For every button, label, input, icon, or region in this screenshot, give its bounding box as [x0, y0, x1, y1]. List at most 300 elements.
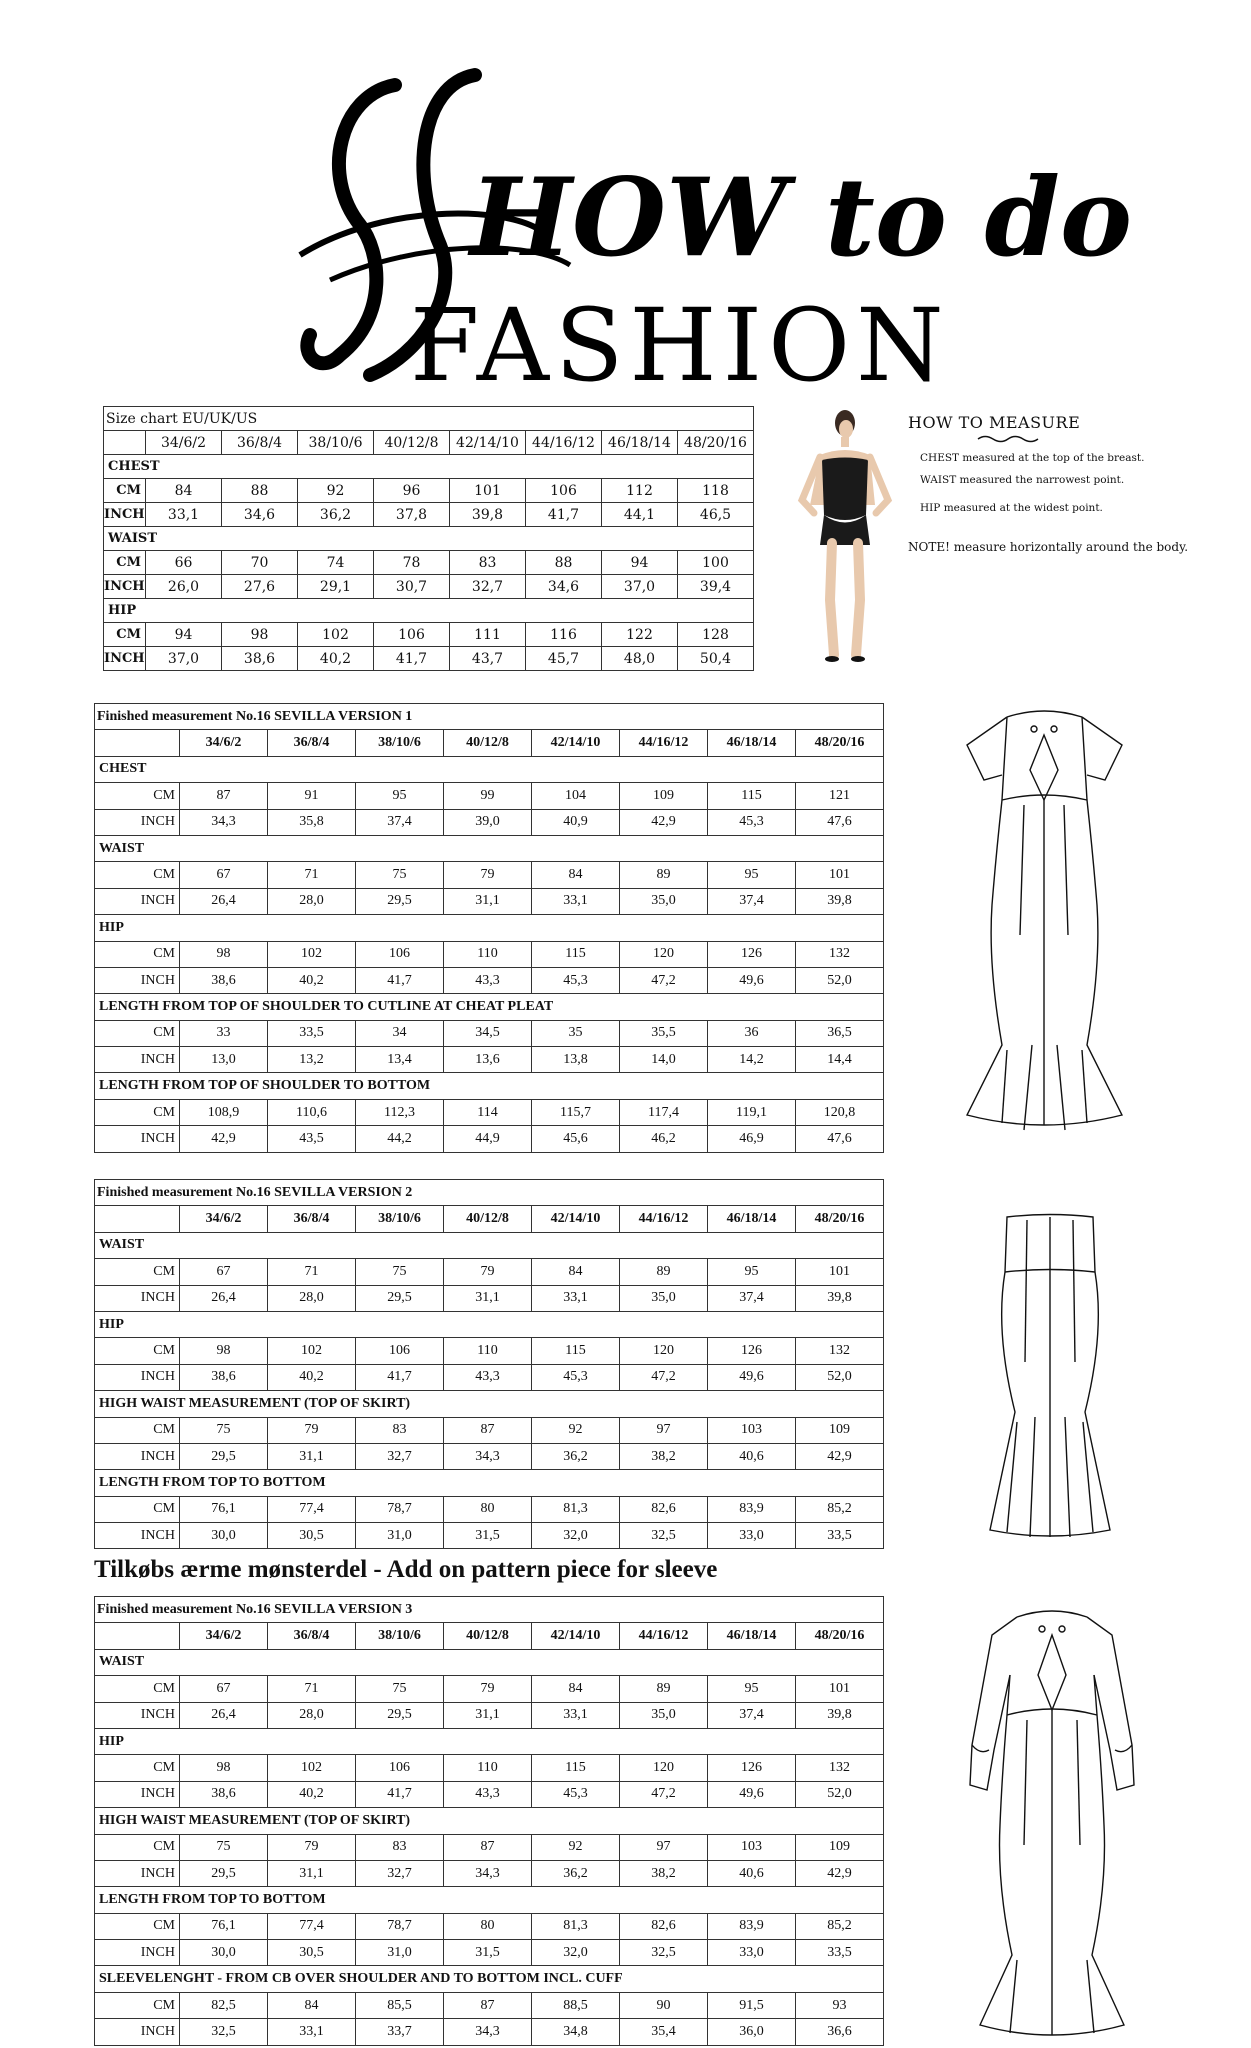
value-cell: 41,7 — [526, 503, 602, 527]
hip-instruction: HIP measured at the widest point. — [920, 502, 1103, 514]
value-cell: 31,1 — [268, 1860, 356, 1886]
size-header: 40/12/8 — [444, 1206, 532, 1232]
value-cell: 87 — [180, 783, 268, 809]
table-row — [104, 551, 754, 575]
finished-table-version-1 — [94, 703, 884, 1153]
value-cell: 71 — [268, 862, 356, 888]
value-cell: 126 — [708, 1338, 796, 1364]
value-cell: 47,6 — [796, 1126, 884, 1152]
size-header: 44/16/12 — [620, 1206, 708, 1232]
value-cell: 31,1 — [444, 1702, 532, 1728]
value-cell: 102 — [268, 941, 356, 967]
value-cell: 30,5 — [268, 1523, 356, 1549]
value-cell: 80 — [444, 1913, 532, 1939]
value-cell: 44,2 — [356, 1126, 444, 1152]
value-cell: 75 — [356, 1259, 444, 1285]
value-cell: 41,7 — [356, 967, 444, 993]
unit-label: CM — [95, 862, 180, 888]
value-cell: 115 — [532, 941, 620, 967]
value-cell: 39,4 — [678, 575, 754, 599]
brand-logo — [300, 55, 1133, 404]
table-row — [104, 479, 754, 503]
finished-table-version-2 — [94, 1179, 884, 1549]
value-cell: 88 — [222, 479, 298, 503]
value-cell: 39,8 — [796, 1702, 884, 1728]
value-cell: 106 — [356, 1338, 444, 1364]
value-cell: 47,2 — [620, 1364, 708, 1390]
value-cell: 29,5 — [180, 1860, 268, 1886]
value-cell: 110 — [444, 1338, 532, 1364]
table-row — [95, 1860, 884, 1886]
table-row — [95, 1259, 884, 1285]
value-cell: 67 — [180, 1676, 268, 1702]
value-cell: 34,3 — [180, 809, 268, 835]
value-cell: 102 — [268, 1338, 356, 1364]
value-cell: 126 — [708, 941, 796, 967]
value-cell: 34,6 — [526, 575, 602, 599]
value-cell: 38,6 — [180, 967, 268, 993]
value-cell: 40,6 — [708, 1860, 796, 1886]
value-cell: 33,1 — [268, 2019, 356, 2045]
value-cell: 37,0 — [602, 575, 678, 599]
value-cell: 28,0 — [268, 1285, 356, 1311]
value-cell: 14,4 — [796, 1047, 884, 1073]
value-cell: 52,0 — [796, 967, 884, 993]
value-cell: 128 — [678, 623, 754, 647]
value-cell: 31,0 — [356, 1523, 444, 1549]
size-header: 34/6/2 — [180, 730, 268, 756]
value-cell: 110,6 — [268, 1099, 356, 1125]
group-label: LENGTH FROM TOP OF SHOULDER TO BOTTOM — [95, 1073, 884, 1099]
value-cell: 71 — [268, 1676, 356, 1702]
value-cell: 29,5 — [180, 1443, 268, 1469]
size-header: 38/10/6 — [356, 730, 444, 756]
value-cell: 13,6 — [444, 1047, 532, 1073]
value-cell: 109 — [620, 783, 708, 809]
value-cell: 45,3 — [532, 967, 620, 993]
value-cell: 89 — [620, 1259, 708, 1285]
value-cell: 84 — [146, 479, 222, 503]
unit-label: INCH — [95, 1523, 180, 1549]
value-cell: 75 — [356, 1676, 444, 1702]
unit-label: INCH — [95, 1285, 180, 1311]
table-row — [104, 575, 754, 599]
unit-label: CM — [95, 1913, 180, 1939]
value-cell: 79 — [268, 1417, 356, 1443]
table-title: Finished measurement No.16 SEVILLA VERSION 1 — [95, 704, 884, 730]
value-cell: 43,3 — [444, 1364, 532, 1390]
value-cell: 82,6 — [620, 1913, 708, 1939]
value-cell: 83 — [356, 1834, 444, 1860]
table-row — [95, 1781, 884, 1807]
value-cell: 33,5 — [268, 1020, 356, 1046]
size-header-row — [95, 730, 884, 756]
group-label: LENGTH FROM TOP TO BOTTOM — [95, 1887, 884, 1913]
measure-note: NOTE! measure horizontally around the body. — [908, 540, 1189, 554]
size-header: 46/18/14 — [602, 431, 678, 455]
table-title-row — [95, 704, 884, 730]
value-cell: 82,6 — [620, 1496, 708, 1522]
value-cell: 13,8 — [532, 1047, 620, 1073]
table-row — [95, 1940, 884, 1966]
group-label: WAIST — [95, 1649, 884, 1675]
size-header: 34/6/2 — [146, 431, 222, 455]
value-cell: 34,3 — [444, 1443, 532, 1469]
table-row — [95, 1047, 884, 1073]
value-cell: 33 — [180, 1020, 268, 1046]
value-cell: 40,2 — [268, 1781, 356, 1807]
value-cell: 29,5 — [356, 888, 444, 914]
value-cell: 75 — [180, 1417, 268, 1443]
value-cell: 45,3 — [708, 809, 796, 835]
value-cell: 40,2 — [268, 967, 356, 993]
value-cell: 41,7 — [374, 647, 450, 671]
value-cell: 77,4 — [268, 1913, 356, 1939]
value-cell: 95 — [708, 1259, 796, 1285]
value-cell: 78,7 — [356, 1496, 444, 1522]
value-cell: 94 — [146, 623, 222, 647]
unit-label: INCH — [95, 1443, 180, 1469]
size-header: 42/14/10 — [532, 730, 620, 756]
dress-version-3-sketch — [962, 1605, 1142, 2040]
value-cell: 38,6 — [180, 1364, 268, 1390]
value-cell: 99 — [444, 783, 532, 809]
value-cell: 38,2 — [620, 1443, 708, 1469]
value-cell: 112 — [602, 479, 678, 503]
value-cell: 85,2 — [796, 1496, 884, 1522]
value-cell: 45,3 — [532, 1781, 620, 1807]
table-row — [95, 1126, 884, 1152]
unit-label: INCH — [95, 888, 180, 914]
table-row — [95, 1496, 884, 1522]
size-header-row — [95, 1623, 884, 1649]
value-cell: 43,5 — [268, 1126, 356, 1152]
value-cell: 37,4 — [708, 1702, 796, 1728]
value-cell: 41,7 — [356, 1364, 444, 1390]
value-cell: 33,1 — [146, 503, 222, 527]
value-cell: 26,0 — [146, 575, 222, 599]
group-label-row — [95, 1232, 884, 1258]
value-cell: 35,0 — [620, 1285, 708, 1311]
size-header: 44/16/12 — [620, 1623, 708, 1649]
value-cell: 46,9 — [708, 1126, 796, 1152]
table-row — [95, 1364, 884, 1390]
value-cell: 95 — [708, 1676, 796, 1702]
value-cell: 92 — [532, 1417, 620, 1443]
unit-label: INCH — [95, 1781, 180, 1807]
value-cell: 92 — [298, 479, 374, 503]
unit-label: INCH — [95, 967, 180, 993]
value-cell: 30,0 — [180, 1940, 268, 1966]
value-cell: 29,5 — [356, 1285, 444, 1311]
group-label-row — [95, 835, 884, 861]
value-cell: 36,5 — [796, 1020, 884, 1046]
unit-label: INCH — [95, 1047, 180, 1073]
value-cell: 36,2 — [532, 1860, 620, 1886]
value-cell: 121 — [796, 783, 884, 809]
group-label-row — [95, 915, 884, 941]
size-header: 34/6/2 — [180, 1623, 268, 1649]
table-row — [95, 888, 884, 914]
value-cell: 39,8 — [450, 503, 526, 527]
size-header: 48/20/16 — [796, 1623, 884, 1649]
value-cell: 122 — [602, 623, 678, 647]
value-cell: 75 — [180, 1834, 268, 1860]
value-cell: 115 — [708, 783, 796, 809]
size-header: 38/10/6 — [356, 1623, 444, 1649]
size-header-row — [95, 1206, 884, 1232]
value-cell: 120 — [620, 941, 708, 967]
group-label-row — [95, 994, 884, 1020]
unit-label: CM — [95, 1496, 180, 1522]
table-row — [104, 623, 754, 647]
value-cell: 97 — [620, 1834, 708, 1860]
size-header: 36/8/4 — [268, 730, 356, 756]
size-header: 46/18/14 — [708, 730, 796, 756]
unit-label: INCH — [104, 647, 146, 671]
value-cell: 106 — [356, 941, 444, 967]
model-figure — [790, 405, 900, 665]
group-label-row — [95, 1966, 884, 1992]
group-label-row — [104, 455, 754, 479]
value-cell: 45,3 — [532, 1364, 620, 1390]
value-cell: 81,3 — [532, 1913, 620, 1939]
value-cell: 32,0 — [532, 1523, 620, 1549]
table-title: Finished measurement No.16 SEVILLA VERSION 3 — [95, 1597, 884, 1623]
value-cell: 78 — [374, 551, 450, 575]
header-blank-cell — [95, 1623, 180, 1649]
value-cell: 37,4 — [708, 888, 796, 914]
unit-label: CM — [95, 1259, 180, 1285]
unit-label: CM — [95, 1992, 180, 2018]
value-cell: 93 — [796, 1992, 884, 2018]
value-cell: 14,2 — [708, 1047, 796, 1073]
how-to-measure-panel — [908, 413, 1238, 555]
table-row — [95, 1338, 884, 1364]
unit-label: CM — [104, 479, 146, 503]
value-cell: 37,4 — [708, 1285, 796, 1311]
value-cell: 36,6 — [796, 2019, 884, 2045]
value-cell: 114 — [444, 1099, 532, 1125]
table-row — [95, 1676, 884, 1702]
group-label: LENGTH FROM TOP TO BOTTOM — [95, 1470, 884, 1496]
value-cell: 52,0 — [796, 1781, 884, 1807]
value-cell: 33,1 — [532, 888, 620, 914]
group-label-row — [95, 756, 884, 782]
value-cell: 109 — [796, 1417, 884, 1443]
value-cell: 84 — [532, 1259, 620, 1285]
group-label: WAIST — [95, 1232, 884, 1258]
unit-label: CM — [95, 783, 180, 809]
value-cell: 103 — [708, 1834, 796, 1860]
value-cell: 91 — [268, 783, 356, 809]
value-cell: 91,5 — [708, 1992, 796, 2018]
value-cell: 77,4 — [268, 1496, 356, 1522]
value-cell: 35,0 — [620, 1702, 708, 1728]
table-row — [95, 783, 884, 809]
value-cell: 119,1 — [708, 1099, 796, 1125]
value-cell: 132 — [796, 941, 884, 967]
value-cell: 52,0 — [796, 1364, 884, 1390]
finished-table-version-3 — [94, 1596, 884, 2046]
value-cell: 36,0 — [708, 2019, 796, 2045]
value-cell: 94 — [602, 551, 678, 575]
value-cell: 74 — [298, 551, 374, 575]
value-cell: 35,5 — [620, 1020, 708, 1046]
size-header-row — [104, 431, 754, 455]
value-cell: 101 — [796, 1676, 884, 1702]
value-cell: 96 — [374, 479, 450, 503]
value-cell: 38,2 — [620, 1860, 708, 1886]
value-cell: 31,1 — [444, 1285, 532, 1311]
logo-line2: FASHION — [410, 287, 950, 404]
table-row — [95, 1702, 884, 1728]
value-cell: 47,2 — [620, 1781, 708, 1807]
value-cell: 95 — [356, 783, 444, 809]
value-cell: 85,5 — [356, 1992, 444, 2018]
value-cell: 32,5 — [180, 2019, 268, 2045]
value-cell: 50,4 — [678, 647, 754, 671]
size-header: 38/10/6 — [298, 431, 374, 455]
table-row — [95, 862, 884, 888]
size-header: 46/18/14 — [708, 1206, 796, 1232]
value-cell: 81,3 — [532, 1496, 620, 1522]
value-cell: 76,1 — [180, 1496, 268, 1522]
value-cell: 30,5 — [268, 1940, 356, 1966]
value-cell: 84 — [532, 1676, 620, 1702]
value-cell: 42,9 — [796, 1443, 884, 1469]
value-cell: 33,7 — [356, 2019, 444, 2045]
size-header: 38/10/6 — [356, 1206, 444, 1232]
value-cell: 79 — [268, 1834, 356, 1860]
value-cell: 85,2 — [796, 1913, 884, 1939]
value-cell: 110 — [444, 941, 532, 967]
value-cell: 90 — [620, 1992, 708, 2018]
value-cell: 78,7 — [356, 1913, 444, 1939]
group-label-row — [104, 527, 754, 551]
value-cell: 32,7 — [356, 1860, 444, 1886]
table-row — [95, 1913, 884, 1939]
size-chart-table — [103, 406, 754, 671]
size-header: 34/6/2 — [180, 1206, 268, 1232]
wave-decoration — [978, 434, 1038, 442]
value-cell: 46,2 — [620, 1126, 708, 1152]
table-row — [95, 967, 884, 993]
value-cell: 34,3 — [444, 1860, 532, 1886]
group-label-row — [95, 1728, 884, 1754]
header-blank-cell — [95, 1206, 180, 1232]
value-cell: 115,7 — [532, 1099, 620, 1125]
value-cell: 39,8 — [796, 888, 884, 914]
group-label: WAIST — [104, 527, 754, 551]
value-cell: 31,1 — [268, 1443, 356, 1469]
value-cell: 42,9 — [620, 809, 708, 835]
size-header: 44/16/12 — [620, 730, 708, 756]
value-cell: 37,0 — [146, 647, 222, 671]
value-cell: 32,5 — [620, 1940, 708, 1966]
value-cell: 43,3 — [444, 967, 532, 993]
table-title: Finished measurement No.16 SEVILLA VERSION 2 — [95, 1180, 884, 1206]
value-cell: 83,9 — [708, 1496, 796, 1522]
group-label: CHEST — [95, 756, 884, 782]
table-row — [95, 1834, 884, 1860]
value-cell: 35,4 — [620, 2019, 708, 2045]
group-label-row — [95, 1887, 884, 1913]
size-header: 48/20/16 — [796, 730, 884, 756]
value-cell: 33,0 — [708, 1523, 796, 1549]
table-row — [104, 647, 754, 671]
value-cell: 37,4 — [356, 809, 444, 835]
unit-label: INCH — [95, 1126, 180, 1152]
value-cell: 32,0 — [532, 1940, 620, 1966]
size-header: 36/8/4 — [268, 1206, 356, 1232]
unit-label: INCH — [95, 2019, 180, 2045]
value-cell: 102 — [298, 623, 374, 647]
value-cell: 26,4 — [180, 1702, 268, 1728]
value-cell: 29,5 — [356, 1702, 444, 1728]
value-cell: 79 — [444, 1259, 532, 1285]
value-cell: 34,6 — [222, 503, 298, 527]
group-label: SLEEVELENGHT - FROM CB OVER SHOULDER AND TO BOTTOM INCL. CUFF — [95, 1966, 884, 1992]
size-header: 42/14/10 — [532, 1206, 620, 1232]
value-cell: 33,5 — [796, 1523, 884, 1549]
group-label: HIP — [104, 599, 754, 623]
size-header: 36/8/4 — [222, 431, 298, 455]
value-cell: 112,3 — [356, 1099, 444, 1125]
how-to-measure-title: HOW TO MEASURE — [908, 413, 1081, 432]
table-row — [104, 503, 754, 527]
value-cell: 38,6 — [222, 647, 298, 671]
table-title-row — [95, 1180, 884, 1206]
header-blank-cell — [95, 730, 180, 756]
value-cell: 106 — [526, 479, 602, 503]
value-cell: 31,1 — [444, 888, 532, 914]
group-label-row — [95, 1073, 884, 1099]
table-title-row — [95, 1597, 884, 1623]
value-cell: 87 — [444, 1417, 532, 1443]
size-header: 40/12/8 — [444, 730, 532, 756]
value-cell: 31,5 — [444, 1940, 532, 1966]
value-cell: 118 — [678, 479, 754, 503]
value-cell: 115 — [532, 1755, 620, 1781]
value-cell: 43,3 — [444, 1781, 532, 1807]
value-cell: 31,5 — [444, 1523, 532, 1549]
value-cell: 34,3 — [444, 2019, 532, 2045]
value-cell: 106 — [356, 1755, 444, 1781]
value-cell: 132 — [796, 1338, 884, 1364]
table-row — [95, 1755, 884, 1781]
size-header: 44/16/12 — [526, 431, 602, 455]
value-cell: 101 — [796, 862, 884, 888]
value-cell: 13,4 — [356, 1047, 444, 1073]
value-cell: 116 — [526, 623, 602, 647]
value-cell: 40,2 — [298, 647, 374, 671]
value-cell: 111 — [450, 623, 526, 647]
value-cell: 79 — [444, 1676, 532, 1702]
value-cell: 88 — [526, 551, 602, 575]
value-cell: 83 — [356, 1417, 444, 1443]
chest-instruction: CHEST measured at the top of the breast. — [920, 452, 1145, 464]
value-cell: 101 — [796, 1259, 884, 1285]
value-cell: 36 — [708, 1020, 796, 1046]
unit-label: CM — [95, 1755, 180, 1781]
value-cell: 30,7 — [374, 575, 450, 599]
value-cell: 100 — [678, 551, 754, 575]
value-cell: 44,9 — [444, 1126, 532, 1152]
size-chart-title: Size chart EU/UK/US — [104, 407, 754, 431]
value-cell: 40,9 — [532, 809, 620, 835]
value-cell: 89 — [620, 862, 708, 888]
